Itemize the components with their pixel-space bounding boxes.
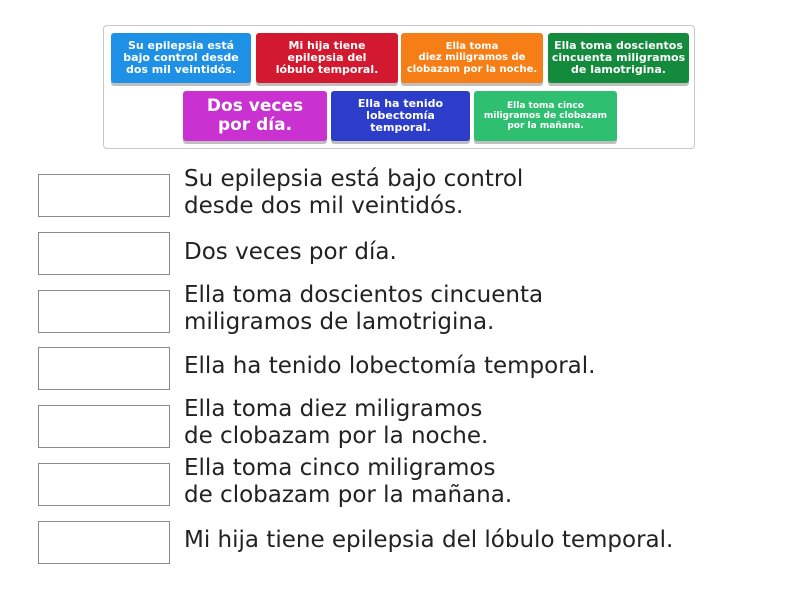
answer-tile-label: Ella toma doscientos cincuenta miligramos de lamotrigina. (551, 38, 686, 77)
drop-zone[interactable] (38, 521, 170, 564)
drop-zone[interactable] (38, 405, 170, 448)
answer-tile-label: Ella toma diez miligramos de clobazam por la noche. (406, 41, 538, 75)
clue-text: Dos veces por día. (184, 239, 397, 265)
clue-text: Mi hija tiene epilepsia del lóbulo temporal. (184, 527, 674, 553)
answer-tile-label: Ella ha tenido lobectomía temporal. (357, 96, 444, 135)
answer-tile-label: Su epilepsia está bajo control desde dos mil veintidós. (123, 38, 239, 77)
drop-zone[interactable] (38, 174, 170, 217)
drop-zone[interactable] (38, 290, 170, 333)
clue-text: Ella toma diez miligramos de clobazam por la noche. (184, 396, 489, 449)
answer-tile-label: Ella toma cinco miligramos de clobazam por la mañana. (483, 100, 608, 132)
answer-tile[interactable] (474, 91, 617, 141)
answer-tile[interactable] (548, 33, 689, 83)
clue-text: Ella toma doscientos cincuenta miligramos de lamotrigina. (184, 282, 544, 335)
answer-tile-label: Mi hija tiene epilepsia del lóbulo temporal. (275, 38, 379, 77)
answer-tile[interactable] (256, 33, 398, 83)
answer-tile[interactable] (401, 33, 543, 83)
answer-tile-label: Dos veces por día. (206, 95, 304, 135)
answer-tile[interactable] (111, 33, 251, 83)
drop-zone[interactable] (38, 347, 170, 390)
clue-text: Ella toma cinco miligramos de clobazam por la mañana. (184, 455, 513, 508)
answer-tile[interactable] (183, 91, 327, 141)
drop-zone[interactable] (38, 232, 170, 275)
clue-text: Su epilepsia está bajo control desde dos mil veintidós. (184, 166, 524, 219)
clue-text: Ella ha tenido lobectomía temporal. (184, 353, 596, 379)
answer-tile[interactable] (331, 91, 470, 141)
drop-zone[interactable] (38, 463, 170, 506)
